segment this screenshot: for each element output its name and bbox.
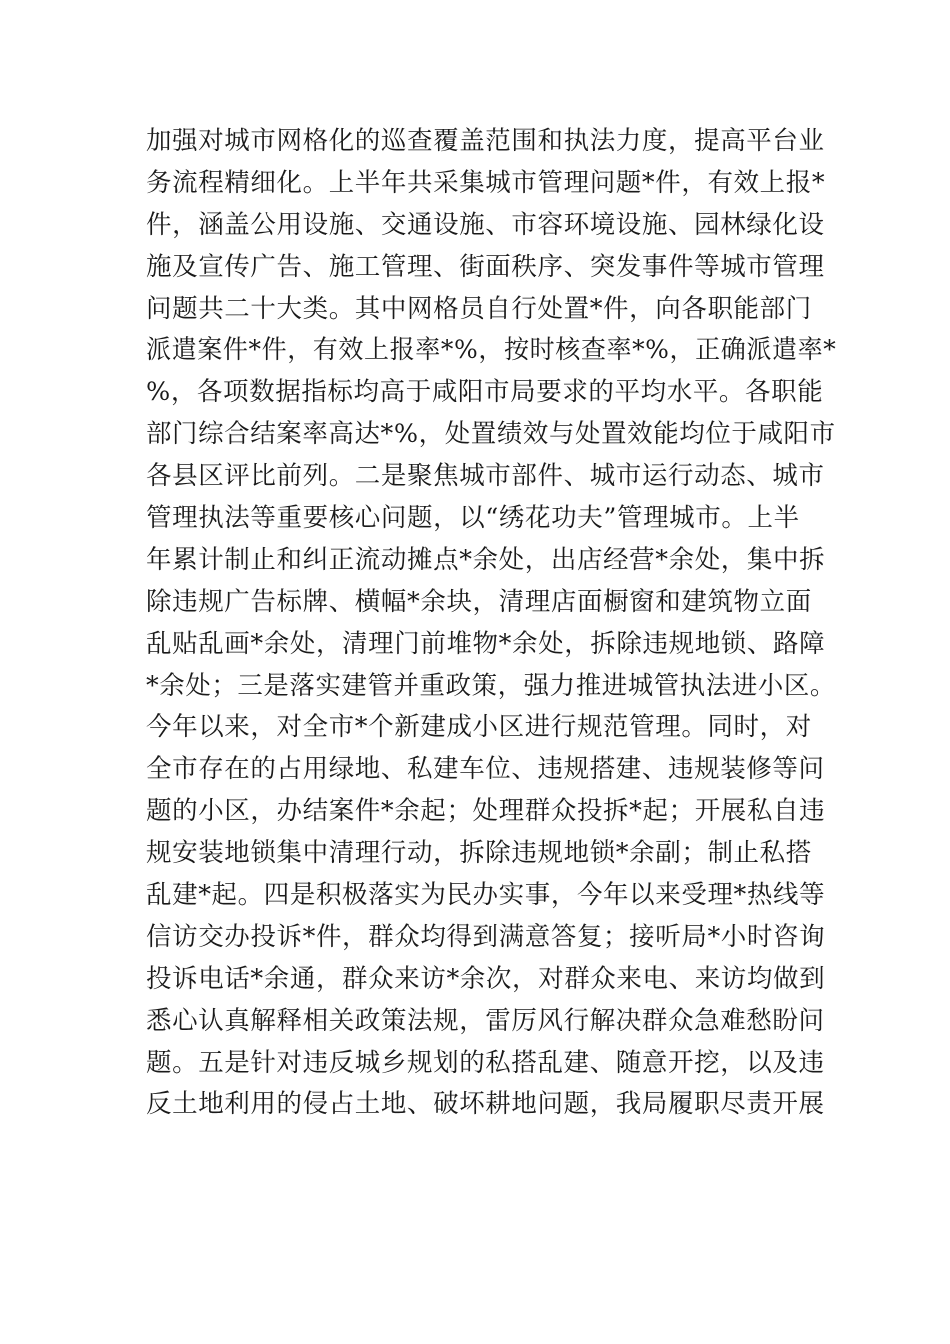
text-line: 乱建*起。四是积极落实为民办实事，今年以来受理*热线等 — [146, 880, 826, 911]
text-line: 问题共二十大类。其中网格员自行处置*件，向各职能部门 — [146, 293, 812, 324]
text-line: 年累计制止和纠正流动摊点*余处，出店经营*余处，集中拆 — [146, 544, 826, 575]
text-line: 全市存在的占用绿地、私建车位、违规搭建、违规装修等问 — [146, 754, 825, 785]
text-line: 加强对城市网格化的巡查覆盖范围和执法力度，提高平台业 — [146, 126, 825, 156]
text-line: 反土地利用的侵占土地、破坏耕地问题，我局履职尽责开展 — [146, 1089, 825, 1120]
text-line: 务流程精细化。上半年共采集城市管理问题*件，有效上报* — [146, 167, 826, 198]
text-line: 投诉电话*余通，群众来访*余次，对群众来电、来访均做到 — [146, 963, 826, 994]
text-line: 管理执法等重要核心问题，以“绣花功夫”管理城市。上半 — [146, 503, 800, 534]
text-line: 信访交办投诉*件，群众均得到满意答复；接听局*小时咨询 — [146, 921, 826, 952]
text-line: *余处；三是落实建管并重政策，强力推进城管执法进小区。 — [146, 670, 836, 701]
text-line: 除违规广告标牌、横幅*余块，清理店面橱窗和建筑物立面 — [146, 586, 812, 617]
text-line: 题的小区，办结案件*余起；处理群众投拆*起；开展私自违 — [146, 796, 826, 827]
text-line: 题。五是针对违反城乡规划的私搭乱建、随意开挖，以及违 — [146, 1047, 825, 1078]
text-line: 悉心认真解释相关政策法规，雷厉风行解决群众急难愁盼问 — [146, 1005, 825, 1036]
text-line: 各县区评比前列。二是聚焦城市部件、城市运行动态、城市 — [146, 461, 825, 492]
text-line: 派遣案件*件，有效上报率*%，按时核查率*%，正确派遣率* — [146, 335, 837, 366]
body-paragraph — [146, 121, 836, 1126]
text-line: 部门综合结案率高达*%，处置绩效与处置效能均位于咸阳市 — [146, 419, 836, 450]
text-line: 件，涵盖公用设施、交通设施、市容环境设施、园林绿化设 — [146, 209, 825, 240]
text-line: 今年以来，对全市*个新建成小区进行规范管理。同时，对 — [146, 712, 812, 743]
text-line: 规安装地锁集中清理行动，拆除违规地锁*余副；制止私搭 — [146, 838, 812, 869]
text-line: 乱贴乱画*余处，清理门前堆物*余处，拆除违规地锁、路障 — [146, 628, 826, 659]
text-line: %，各项数据指标均高于咸阳市局要求的平均水平。各职能 — [146, 377, 824, 408]
text-line: 施及宣传广告、施工管理、街面秩序、突发事件等城市管理 — [146, 251, 825, 282]
